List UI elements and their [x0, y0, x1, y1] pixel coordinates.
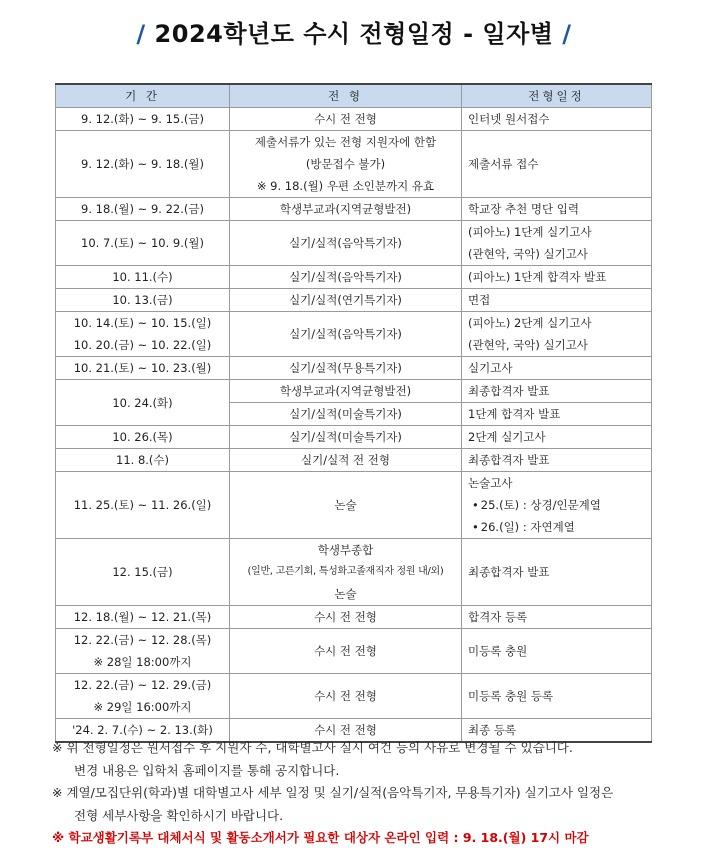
- type-cell: 제출서류가 있는 전형 지원자에 한함 (방문접수 불가) ※ 9. 18.(월) 우편 소인분까지 유효: [230, 131, 462, 198]
- schedule-cell: (피아노) 2단계 실기고사 (관현악, 국악) 실기고사: [462, 312, 652, 357]
- type-cell: 수시 전 전형: [230, 108, 462, 131]
- note-line: 변경 내용은 입학처 홈페이지를 통해 공지합니다.: [74, 762, 340, 778]
- schedule-cell: 제출서류 접수: [462, 131, 652, 198]
- bullet-item: • 26.(일) : 자연계열: [468, 516, 645, 538]
- table-row: [56, 629, 652, 674]
- period-cell: 10. 11.(수): [56, 266, 230, 289]
- schedule-cell: 최종합격자 발표: [462, 380, 652, 403]
- type-cell: 실기/실적 전 전형: [230, 449, 462, 472]
- note-line: ※ 계열/모집단위(학과)별 대학별고사 세부 일정 및 실기/실적(음악특기자, 무용특기자) 실기고사 일정은: [52, 785, 614, 800]
- type-cell: 학생부교과(지역균형발전): [230, 380, 462, 403]
- type-cell: 실기/실적(미술특기자): [230, 403, 462, 426]
- type-cell: 수시 전 전형: [230, 719, 462, 743]
- type-cell: 수시 전 전형: [230, 674, 462, 719]
- table-row: [56, 426, 652, 449]
- page-title: [0, 14, 708, 49]
- period-cell: 12. 15.(금): [56, 539, 230, 606]
- type-cell: 수시 전 전형: [230, 606, 462, 629]
- period-cell: 10. 26.(목): [56, 426, 230, 449]
- table-row: [56, 357, 652, 380]
- table-row: [56, 108, 652, 131]
- period-cell: 12. 22.(금) ~ 12. 28.(목) ※ 28일 18:00까지: [56, 629, 230, 674]
- type-cell: 논술: [230, 472, 462, 539]
- schedule-cell: 최종합격자 발표: [462, 539, 652, 606]
- table-row: [56, 472, 652, 539]
- period-cell: 9. 18.(월) ~ 9. 22.(금): [56, 198, 230, 221]
- period-cell: 11. 8.(수): [56, 449, 230, 472]
- period-cell: 9. 12.(화) ~ 9. 15.(금): [56, 108, 230, 131]
- header-period: 기 간: [56, 84, 230, 108]
- period-cell: 10. 14.(토) ~ 10. 15.(일) 10. 20.(금) ~ 10. 22.(일): [56, 312, 230, 357]
- type-cell: 실기/실적(음악특기자): [230, 221, 462, 266]
- schedule-cell: 논술고사 • 25.(토) : 상경/인문계열 • 26.(일) : 자연계열: [462, 472, 652, 539]
- schedule-cell: 면접: [462, 289, 652, 312]
- table-row: [56, 198, 652, 221]
- type-cell: 학생부종합 (일반, 고른기회, 특성화고졸재직자 정원 내/외) 논술: [230, 539, 462, 606]
- table-row: [56, 312, 652, 357]
- table-header-row: [56, 84, 652, 108]
- schedule-cell: 최종합격자 발표: [462, 449, 652, 472]
- table-row: [56, 289, 652, 312]
- table-row: [56, 221, 652, 266]
- note-line: 전형 세부사항을 확인하시기 바랍니다.: [74, 807, 284, 823]
- schedule-cell: 합격자 등록: [462, 606, 652, 629]
- table-row: [56, 606, 652, 629]
- period-cell: 10. 24.(화): [56, 380, 230, 426]
- period-cell: 11. 25.(토) ~ 11. 26.(일): [56, 472, 230, 539]
- title-text: 2024학년도 수시 전형일정 - 일자별: [154, 20, 554, 48]
- schedule-cell: (피아노) 1단계 실기고사 (관현악, 국악) 실기고사: [462, 221, 652, 266]
- schedule-cell: (피아노) 1단계 합격자 발표: [462, 266, 652, 289]
- table-row: [56, 266, 652, 289]
- table-row: [56, 539, 652, 606]
- period-cell: 9. 12.(화) ~ 9. 18.(월): [56, 131, 230, 198]
- period-cell: 12. 22.(금) ~ 12. 29.(금) ※ 29일 16:00까지: [56, 674, 230, 719]
- header-type: 전 형: [230, 84, 462, 108]
- table-row: [56, 674, 652, 719]
- alert-note: ※ 학교생활기록부 대체서식 및 활동소개서가 필요한 대상자 온라인 입력 : 9. 18.(월) 17시 마감: [52, 830, 589, 845]
- period-cell: 10. 13.(금): [56, 289, 230, 312]
- type-cell: 수시 전 전형: [230, 629, 462, 674]
- table-row: [56, 131, 652, 198]
- schedule-cell: 미등록 충원 등록: [462, 674, 652, 719]
- period-cell: 10. 21.(토) ~ 10. 23.(월): [56, 357, 230, 380]
- type-cell: 실기/실적(미술특기자): [230, 426, 462, 449]
- bullet-item: • 25.(토) : 상경/인문계열: [468, 494, 645, 516]
- title-slash-left: /: [136, 20, 146, 48]
- schedule-cell: 2단계 실기고사: [462, 426, 652, 449]
- period-cell: 10. 7.(토) ~ 10. 9.(월): [56, 221, 230, 266]
- notes-section: [52, 737, 672, 850]
- schedule-cell: 미등록 충원: [462, 629, 652, 674]
- schedule-cell: 인터넷 원서접수: [462, 108, 652, 131]
- table-row: [56, 380, 652, 403]
- title-slash-right: /: [562, 20, 572, 48]
- type-cell: 실기/실적(음악특기자): [230, 266, 462, 289]
- schedule-cell: 실기고사: [462, 357, 652, 380]
- type-cell: 실기/실적(무용특기자): [230, 357, 462, 380]
- schedule-cell: 최종 등록: [462, 719, 652, 743]
- schedule-table: [55, 83, 652, 743]
- schedule-cell: 1단계 합격자 발표: [462, 403, 652, 426]
- period-cell: '24. 2. 7.(수) ~ 2. 13.(화): [56, 719, 230, 743]
- schedule-cell: 학교장 추천 명단 입력: [462, 198, 652, 221]
- type-cell: 실기/실적(연기특기자): [230, 289, 462, 312]
- type-cell: 학생부교과(지역균형발전): [230, 198, 462, 221]
- table-row: [56, 449, 652, 472]
- header-schedule: 전형일정: [462, 84, 652, 108]
- type-cell: 실기/실적(음악특기자): [230, 312, 462, 357]
- note-line: ※ 위 전형일정은 원서접수 후 지원자 수, 대학별고사 실시 여건 등의 사유로 변경될 수 있습니다.: [52, 740, 573, 755]
- period-cell: 12. 18.(월) ~ 12. 21.(목): [56, 606, 230, 629]
